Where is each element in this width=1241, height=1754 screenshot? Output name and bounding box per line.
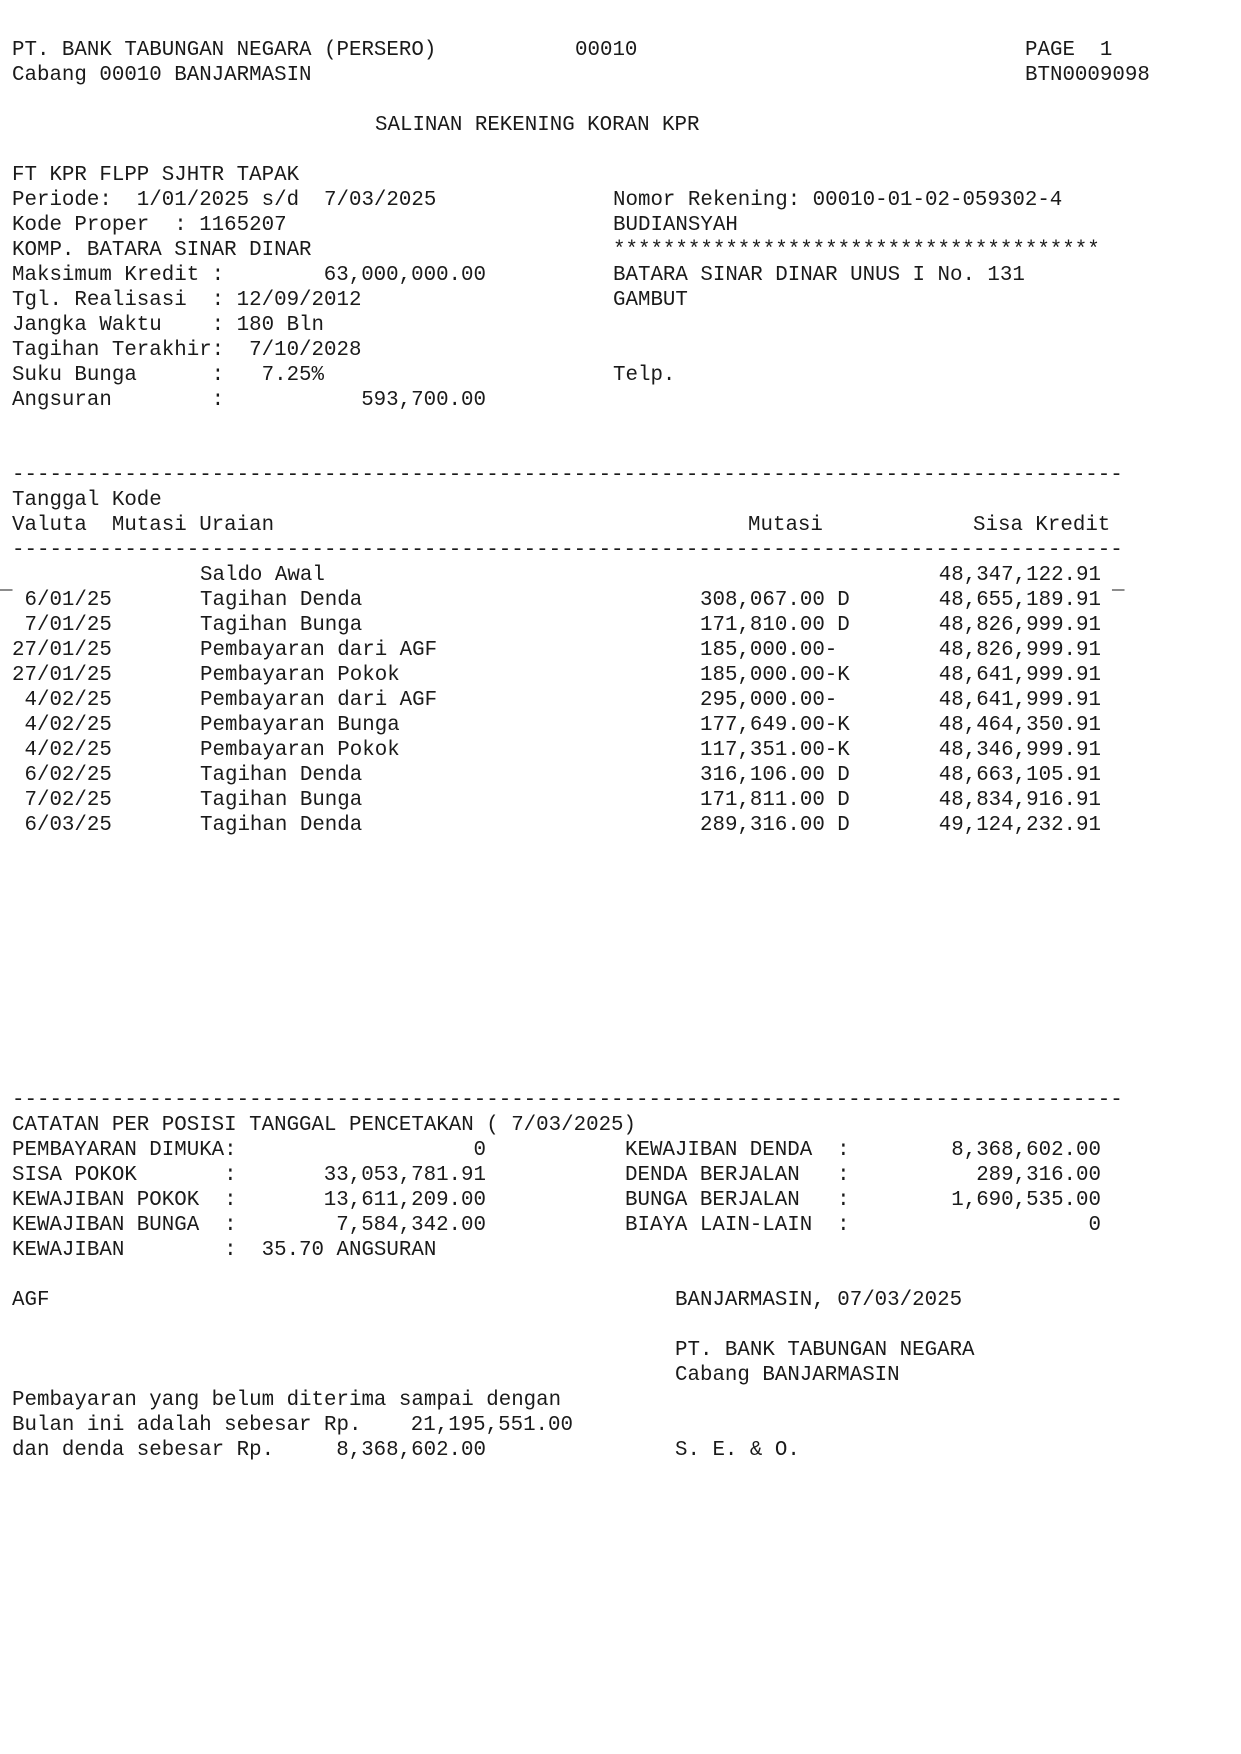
catatan-left-value: 7,584,342.00: [336, 1214, 486, 1237]
catatan-right-value: 8,368,602.00: [951, 1139, 1101, 1162]
row-description: Pembayaran Bunga: [200, 714, 400, 737]
row-description: Pembayaran Pokok: [200, 664, 400, 687]
row-mutasi: 171,811.00 D: [700, 789, 850, 812]
saldo-mark-left: _: [0, 572, 13, 595]
telp: Telp.: [613, 364, 676, 387]
row-description: Tagihan Denda: [200, 814, 363, 837]
catatan-right-value: 289,316.00: [976, 1164, 1101, 1187]
catatan-title: CATATAN PER POSISI TANGGAL PENCETAKAN ( 7/03/2025): [12, 1114, 637, 1137]
catatan-left-label: KEWAJIBAN POKOK :: [12, 1189, 237, 1212]
row-date: 4/02/25: [12, 689, 112, 712]
row-mutasi: 171,810.00 D: [700, 614, 850, 637]
masked-line: ***************************************: [613, 239, 1100, 262]
place-date: BANJARMASIN, 07/03/2025: [675, 1289, 963, 1312]
row-description: Tagihan Bunga: [200, 614, 363, 637]
seo-note: S. E. & O.: [675, 1439, 800, 1462]
row-sisa-kredit: 49,124,232.91: [938, 814, 1101, 837]
maks-kredit-label: Maksimum Kredit :: [12, 264, 225, 287]
document-ref: BTN0009098: [1025, 64, 1150, 87]
document-title: SALINAN REKENING KORAN KPR: [375, 114, 700, 137]
row-sisa-kredit: 48,834,916.91: [938, 789, 1101, 812]
tagihan-terakhir: Tagihan Terakhir: 7/10/2028: [12, 339, 362, 362]
row-description: Pembayaran Pokok: [200, 739, 400, 762]
nama-nasabah: BUDIANSYAH: [613, 214, 738, 237]
nomor-rekening: Nomor Rekening: 00010-01-02-059302-4: [613, 189, 1063, 212]
note-line-3-label: dan denda sebesar Rp.: [12, 1439, 275, 1462]
angsuran-label: Angsuran :: [12, 389, 225, 412]
row-sisa-kredit: 48,347,122.91: [938, 564, 1101, 587]
jangka-waktu: Jangka Waktu : 180 Bln: [12, 314, 325, 337]
row-date: 6/02/25: [12, 764, 112, 787]
row-mutasi: 185,000.00-K: [700, 664, 850, 687]
catatan-left-value: 0: [473, 1139, 486, 1162]
branch-code: 00010: [575, 39, 638, 62]
row-mutasi: 295,000.00-: [700, 689, 838, 712]
catatan-left-label: SISA POKOK :: [12, 1164, 237, 1187]
table-rule-header: -----------------------------------------------------------------------------------------: [12, 539, 1123, 562]
catatan-right-label: BIAYA LAIN-LAIN :: [625, 1214, 850, 1237]
row-date: 27/01/25: [12, 639, 112, 662]
row-date: 7/01/25: [12, 614, 112, 637]
row-description: Pembayaran dari AGF: [200, 689, 438, 712]
komp: KOMP. BATARA SINAR DINAR: [12, 239, 312, 262]
note-line-1: Pembayaran yang belum diterima sampai dengan: [12, 1389, 562, 1412]
kewajiban-angsuran: KEWAJIBAN : 35.70 ANGSURAN: [12, 1239, 437, 1262]
row-sisa-kredit: 48,826,999.91: [938, 614, 1101, 637]
footer-bank-name: PT. BANK TABUNGAN NEGARA: [675, 1339, 975, 1362]
row-description: Tagihan Bunga: [200, 789, 363, 812]
alamat: BATARA SINAR DINAR UNUS I No. 131: [613, 264, 1025, 287]
bank-name: PT. BANK TABUNGAN NEGARA (PERSERO): [12, 39, 437, 62]
row-sisa-kredit: 48,641,999.91: [938, 664, 1101, 687]
row-sisa-kredit: 48,655,189.91: [938, 589, 1101, 612]
page-number: PAGE 1: [1025, 39, 1113, 62]
maks-kredit-value: 63,000,000.00: [323, 264, 486, 287]
catatan-left-value: 33,053,781.91: [323, 1164, 486, 1187]
product-name: FT KPR FLPP SJHTR TAPAK: [12, 164, 300, 187]
catatan-right-label: BUNGA BERJALAN :: [625, 1189, 850, 1212]
row-date: 27/01/25: [12, 664, 112, 687]
catatan-right-label: KEWAJIBAN DENDA :: [625, 1139, 850, 1162]
note-line-2-value: 21,195,551.00: [410, 1414, 573, 1437]
catatan-left-value: 13,611,209.00: [323, 1189, 486, 1212]
row-date: 7/02/25: [12, 789, 112, 812]
row-sisa-kredit: 48,641,999.91: [938, 689, 1101, 712]
kota: GAMBUT: [613, 289, 688, 312]
table-rule-top: -----------------------------------------------------------------------------------------: [12, 464, 1123, 487]
kode-proper: Kode Proper : 1165207: [12, 214, 287, 237]
row-description: Tagihan Denda: [200, 589, 363, 612]
header-tanggal-kode: Tanggal Kode: [12, 489, 162, 512]
row-mutasi: 308,067.00 D: [700, 589, 850, 612]
row-mutasi: 185,000.00-: [700, 639, 838, 662]
catatan-right-label: DENDA BERJALAN :: [625, 1164, 850, 1187]
header-sisa-kredit: Sisa Kredit: [973, 514, 1111, 537]
footer-cabang: Cabang BANJARMASIN: [675, 1364, 900, 1387]
branch-name: Cabang 00010 BANJARMASIN: [12, 64, 312, 87]
catatan-right-value: 0: [1088, 1214, 1101, 1237]
saldo-mark-right: _: [1112, 572, 1125, 595]
table-rule-bottom: -----------------------------------------------------------------------------------------: [12, 1089, 1123, 1112]
catatan-left-label: KEWAJIBAN BUNGA :: [12, 1214, 237, 1237]
row-description: Pembayaran dari AGF: [200, 639, 438, 662]
note-line-3-value: 8,368,602.00: [336, 1439, 486, 1462]
row-mutasi: 316,106.00 D: [700, 764, 850, 787]
row-sisa-kredit: 48,346,999.91: [938, 739, 1101, 762]
suku-bunga: Suku Bunga : 7.25%: [12, 364, 325, 387]
row-description: Saldo Awal: [200, 564, 325, 587]
row-date: 6/01/25: [12, 589, 112, 612]
row-mutasi: 177,649.00-K: [700, 714, 850, 737]
agf-label: AGF: [12, 1289, 50, 1312]
note-line-2-label: Bulan ini adalah sebesar Rp.: [12, 1414, 362, 1437]
tgl-realisasi: Tgl. Realisasi : 12/09/2012: [12, 289, 362, 312]
row-sisa-kredit: 48,826,999.91: [938, 639, 1101, 662]
periode: Periode: 1/01/2025 s/d 7/03/2025: [12, 189, 437, 212]
row-mutasi: 117,351.00-K: [700, 739, 850, 762]
catatan-left-label: PEMBAYARAN DIMUKA:: [12, 1139, 237, 1162]
row-date: 4/02/25: [12, 714, 112, 737]
row-sisa-kredit: 48,464,350.91: [938, 714, 1101, 737]
catatan-right-value: 1,690,535.00: [951, 1189, 1101, 1212]
row-sisa-kredit: 48,663,105.91: [938, 764, 1101, 787]
angsuran-value: 593,700.00: [361, 389, 486, 412]
row-description: Tagihan Denda: [200, 764, 363, 787]
row-date: 4/02/25: [12, 739, 112, 762]
row-mutasi: 289,316.00 D: [700, 814, 850, 837]
header-valuta-mutasi-uraian: Valuta Mutasi Uraian: [12, 514, 275, 537]
header-mutasi: Mutasi: [748, 514, 823, 537]
row-date: 6/03/25: [12, 814, 112, 837]
